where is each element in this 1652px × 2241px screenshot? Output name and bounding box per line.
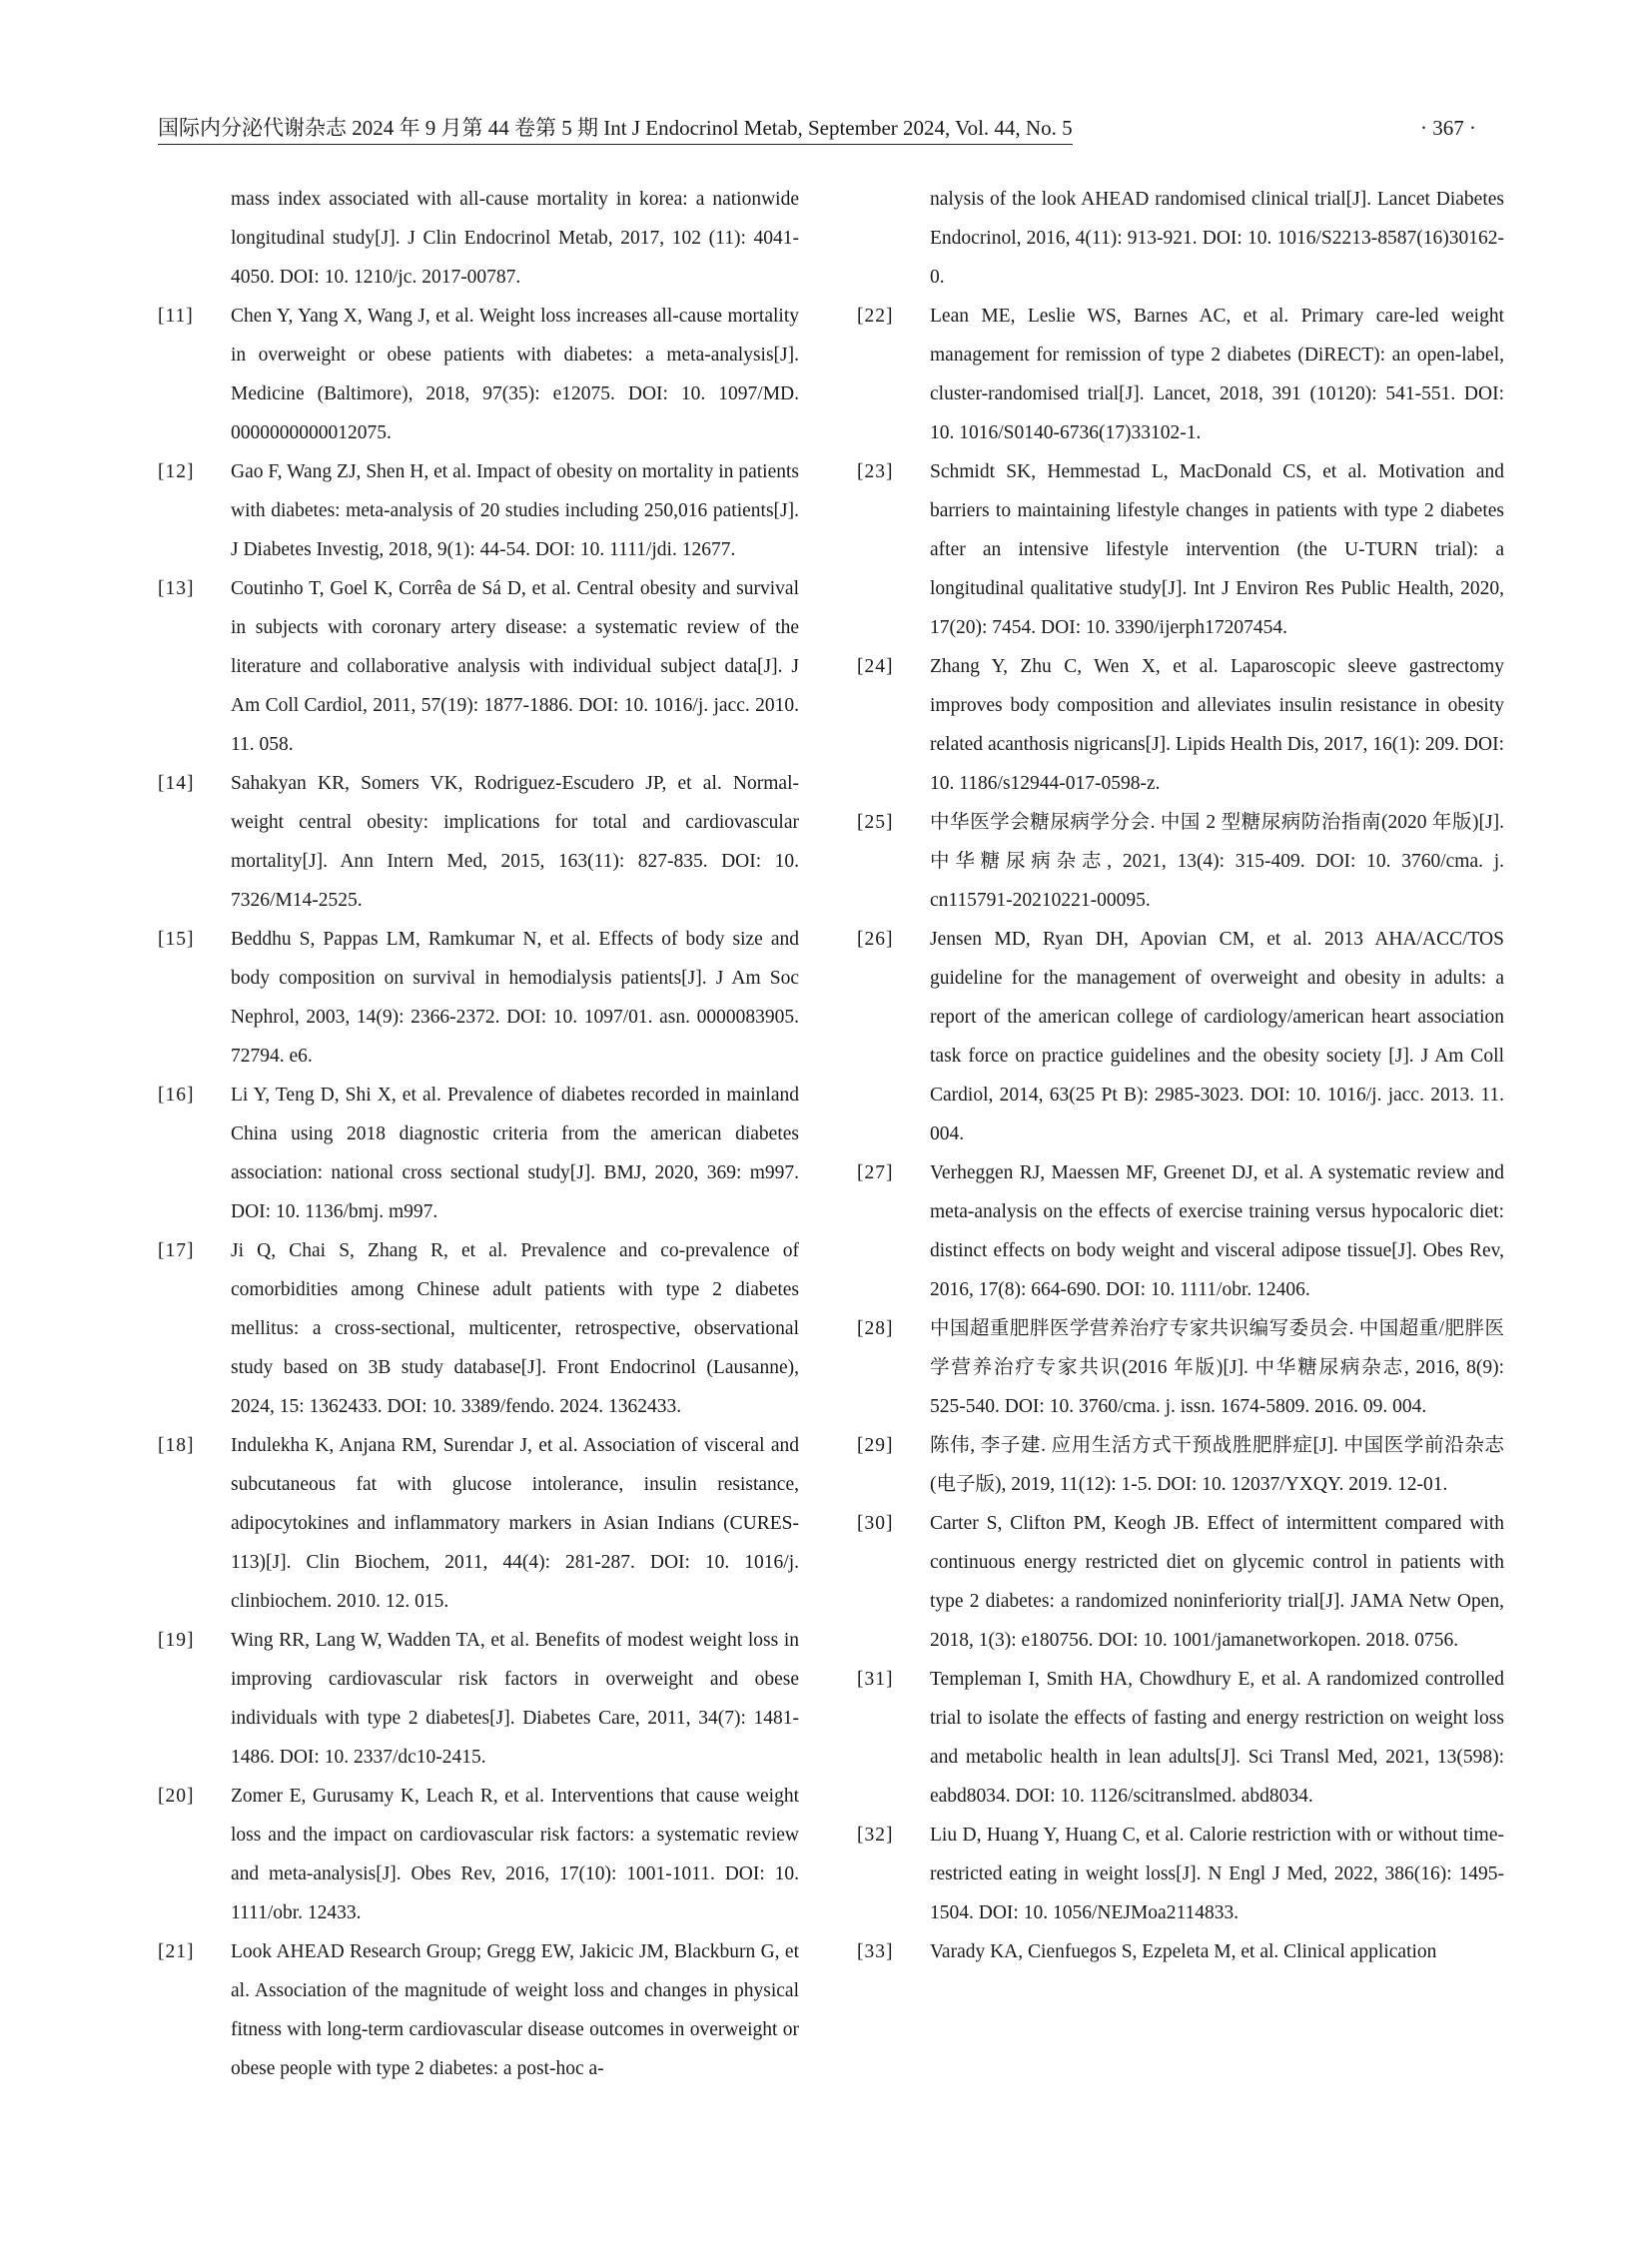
reference-text: Liu D, Huang Y, Huang C, et al. Calorie restriction with or without time-restricted eating in weight loss[J]. N Engl J Med, 2022, 386(16): 1495-1504. DOI: 10. 1056/NEJMoa2114833. xyxy=(930,1825,1504,1923)
reference-text: Wing RR, Lang W, Wadden TA, et al. Benefits of modest weight loss in improving cardiovascular risk factors in overweight and obese individuals with type 2 diabetes[J]. Diabetes Care, 2011, 34(7): 1481-1486. DOI: 10. 2337/dc10-2415. xyxy=(231,1630,799,1768)
reference-number: [24] xyxy=(857,656,894,677)
reference-text: Jensen MD, Ryan DH, Apovian CM, et al. 2013 AHA/ACC/TOS guideline for the management of overweight and obesity in adults: a report of the american college of cardiology/american heart association task force on practice guidelines and the obesity society [J]. J Am Coll Cardiol, 2014, 63(25 Pt B): 2985-3023. DOI: 10. 1016/j. jacc. 2013. 11. 004. xyxy=(930,929,1504,1144)
reference-number: [22] xyxy=(857,306,894,327)
reference-number: [29] xyxy=(857,1435,894,1456)
reference-item xyxy=(158,180,799,297)
reference-number: [25] xyxy=(857,812,894,833)
reference-text: Li Y, Teng D, Shi X, et al. Prevalence of diabetes recorded in mainland China using 2018 diagnostic criteria from the american diabetes association: national cross sectional study[J]. BMJ, 2020, 369: m997. DOI: 10. 1136/bmj. m997. xyxy=(231,1085,799,1222)
reference-number: [15] xyxy=(158,929,195,950)
reference-item xyxy=(158,764,799,920)
reference-number: [19] xyxy=(158,1630,195,1651)
reference-text: Coutinho T, Goel K, Corrêa de Sá D, et al. Central obesity and survival in subjects with coronary artery disease: a systematic review of the literature and collaborative analysis with individual subject data[J]. J Am Coll Cardiol, 2011, 57(19): 1877-1886. DOI: 10. 1016/j. jacc. 2010. 11. 058. xyxy=(231,578,799,755)
reference-item xyxy=(158,569,799,764)
reference-number: [31] xyxy=(857,1669,894,1690)
reference-item xyxy=(158,1231,799,1426)
reference-text: 中华医学会糖尿病学分会. 中国 2 型糖尿病防治指南(2020 年版)[J]. 中华糖尿病杂志, 2021, 13(4): 315-409. DOI: 10. 3760/cma. j. cn115791-20210221-00095. xyxy=(930,812,1504,911)
reference-item xyxy=(158,1621,799,1777)
reference-item xyxy=(857,1426,1504,1504)
reference-item xyxy=(158,452,799,569)
reference-item xyxy=(857,920,1504,1153)
reference-text: Lean ME, Leslie WS, Barnes AC, et al. Primary care-led weight management for remission of type 2 diabetes (DiRECT): an open-label, cluster-randomised trial[J]. Lancet, 2018, 391 (10120): 541-551. DOI: 10. 1016/S0140-6736(17)33102-1. xyxy=(930,306,1504,443)
running-header xyxy=(158,114,1476,146)
reference-number: [26] xyxy=(857,929,894,950)
journal-title: 国际内分泌代谢杂志 2024 年 9 月第 44 卷第 5 期 Int J Endocrinol Metab, September 2024, Vol. 44, No. 5 xyxy=(158,114,1073,145)
reference-item xyxy=(158,297,799,452)
reference-item xyxy=(857,452,1504,647)
reference-number: [28] xyxy=(857,1318,894,1339)
reference-item xyxy=(857,180,1504,297)
reference-number: [21] xyxy=(158,1941,195,1962)
reference-item xyxy=(158,1076,799,1231)
left-reference-column xyxy=(158,180,799,2088)
reference-text: Beddhu S, Pappas LM, Ramkumar N, et al. Effects of body size and body composition on survival in hemodialysis patients[J]. J Am Soc Nephrol, 2003, 14(9): 2366-2372. DOI: 10. 1097/01. asn. 0000083905. 72794. e6. xyxy=(231,929,799,1067)
reference-item xyxy=(158,1932,799,2088)
reference-item xyxy=(158,1426,799,1621)
reference-text: nalysis of the look AHEAD randomised clinical trial[J]. Lancet Diabetes Endocrinol, 2016, 4(11): 913-921. DOI: 10. 1016/S2213-8587(16)30162-0. xyxy=(930,189,1504,288)
reference-text: Zomer E, Gurusamy K, Leach R, et al. Interventions that cause weight loss and the impact on cardiovascular risk factors: a systematic review and meta-analysis[J]. Obes Rev, 2016, 17(10): 1001-1011. DOI: 10. 1111/obr. 12433. xyxy=(231,1786,799,1923)
reference-item xyxy=(857,297,1504,452)
reference-text: 陈伟, 李子建. 应用生活方式干预战胜肥胖症[J]. 中国医学前沿杂志(电子版), 2019, 11(12): 1-5. DOI: 10. 12037/YXQY. 2019. 12-01. xyxy=(930,1435,1504,1495)
reference-item xyxy=(857,1153,1504,1309)
reference-text: Look AHEAD Research Group; Gregg EW, Jakicic JM, Blackburn G, et al. Association of the magnitude of weight loss and changes in physical fitness with long-term cardiovascular disease outcomes in overweight or obese people with type 2 diabetes: a post-hoc a- xyxy=(231,1941,799,2079)
reference-text: Indulekha K, Anjana RM, Surendar J, et al. Association of visceral and subcutaneous fat with glucose intolerance, insulin resistance, adipocytokines and inflammatory markers in Asian Indians (CURES-113)[J]. Clin Biochem, 2011, 44(4): 281-287. DOI: 10. 1016/j. clinbiochem. 2010. 12. 015. xyxy=(231,1435,799,1612)
reference-item xyxy=(857,1504,1504,1660)
reference-number: [20] xyxy=(158,1786,195,1807)
reference-item xyxy=(857,1816,1504,1932)
reference-item xyxy=(158,920,799,1076)
reference-text: Verheggen RJ, Maessen MF, Greenet DJ, et al. A systematic review and meta-analysis on the effects of exercise training versus hypocaloric diet: distinct effects on body weight and visceral adipose tissue[J]. Obes Rev, 2016, 17(8): 664-690. DOI: 10. 1111/obr. 12406. xyxy=(930,1162,1504,1300)
reference-text: Gao F, Wang ZJ, Shen H, et al. Impact of obesity on mortality in patients with diabetes: meta-analysis of 20 studies including 250,016 patients[J]. J Diabetes Investig, 2018, 9(1): 44-54. DOI: 10. 1111/jdi. 12677. xyxy=(231,461,799,560)
reference-text: Carter S, Clifton PM, Keogh JB. Effect of intermittent compared with continuous energy restricted diet on glycemic control in patients with type 2 diabetes: a randomized noninferiority trial[J]. JAMA Netw Open, 2018, 1(3): e180756. DOI: 10. 1001/jamanetworkopen. 2018. 0756. xyxy=(930,1513,1504,1651)
reference-item xyxy=(857,1660,1504,1816)
page-number: · 367 · xyxy=(1420,116,1476,140)
reference-item xyxy=(857,647,1504,803)
reference-item xyxy=(857,803,1504,920)
reference-text: Varady KA, Cienfuegos S, Ezpeleta M, et al. Clinical application xyxy=(930,1941,1437,1962)
right-reference-column xyxy=(857,180,1504,1971)
reference-item xyxy=(158,1777,799,1932)
reference-text: Chen Y, Yang X, Wang J, et al. Weight loss increases all-cause mortality in overweight or obese patients with diabetes: a meta-analysis[J]. Medicine (Baltimore), 2018, 97(35): e12075. DOI: 10. 1097/MD. 0000000000012075. xyxy=(231,306,799,443)
reference-number: [12] xyxy=(158,461,195,482)
reference-text: 中国超重肥胖医学营养治疗专家共识编写委员会. 中国超重/肥胖医学营养治疗专家共识(2016 年版)[J]. 中华糖尿病杂志, 2016, 8(9): 525-540. DOI: 10. 3760/cma. j. issn. 1674-5809. 2016. 09. 004. xyxy=(930,1318,1504,1417)
reference-text: Zhang Y, Zhu C, Wen X, et al. Laparoscopic sleeve gastrectomy improves body composition and alleviates insulin resistance in obesity related acanthosis nigricans[J]. Lipids Health Dis, 2017, 16(1): 209. DOI: 10. 1186/s12944-017-0598-z. xyxy=(930,656,1504,794)
reference-number: [18] xyxy=(158,1435,195,1456)
reference-text: Ji Q, Chai S, Zhang R, et al. Prevalence and co-prevalence of comorbidities among Chinese adult patients with type 2 diabetes mellitus: a cross-sectional, multicenter, retrospective, observational study based on 3B study database[J]. Front Endocrinol (Lausanne), 2024, 15: 1362433. DOI: 10. 3389/fendo. 2024. 1362433. xyxy=(231,1240,799,1417)
reference-number: [11] xyxy=(158,306,194,327)
reference-text: Schmidt SK, Hemmestad L, MacDonald CS, et al. Motivation and barriers to maintaining lifestyle changes in patients with type 2 diabetes after an intensive lifestyle intervention (the U-TURN trial): a longitudinal qualitative study[J]. Int J Environ Res Public Health, 2020, 17(20): 7454. DOI: 10. 3390/ijerph17207454. xyxy=(930,461,1504,638)
reference-text: Templeman I, Smith HA, Chowdhury E, et al. A randomized controlled trial to isolate the effects of fasting and energy restriction on weight loss and metabolic health in lean adults[J]. Sci Transl Med, 2021, 13(598): eabd8034. DOI: 10. 1126/scitranslmed. abd8034. xyxy=(930,1669,1504,1807)
reference-item xyxy=(857,1932,1504,1971)
reference-number: [23] xyxy=(857,461,894,482)
reference-number: [13] xyxy=(158,578,195,599)
reference-number: [30] xyxy=(857,1513,894,1534)
reference-number: [27] xyxy=(857,1162,894,1183)
reference-number: [14] xyxy=(158,773,195,794)
reference-number: [33] xyxy=(857,1941,894,1962)
reference-text: mass index associated with all-cause mortality in korea: a nationwide longitudinal study[J]. J Clin Endocrinol Metab, 2017, 102 (11): 4041-4050. DOI: 10. 1210/jc. 2017-00787. xyxy=(231,189,799,288)
reference-number: [17] xyxy=(158,1240,195,1261)
reference-item xyxy=(857,1309,1504,1426)
reference-text: Sahakyan KR, Somers VK, Rodriguez-Escudero JP, et al. Normal-weight central obesity: implications for total and cardiovascular mortality[J]. Ann Intern Med, 2015, 163(11): 827-835. DOI: 10. 7326/M14-2525. xyxy=(231,773,799,911)
reference-number: [32] xyxy=(857,1825,894,1846)
reference-number: [16] xyxy=(158,1085,195,1106)
